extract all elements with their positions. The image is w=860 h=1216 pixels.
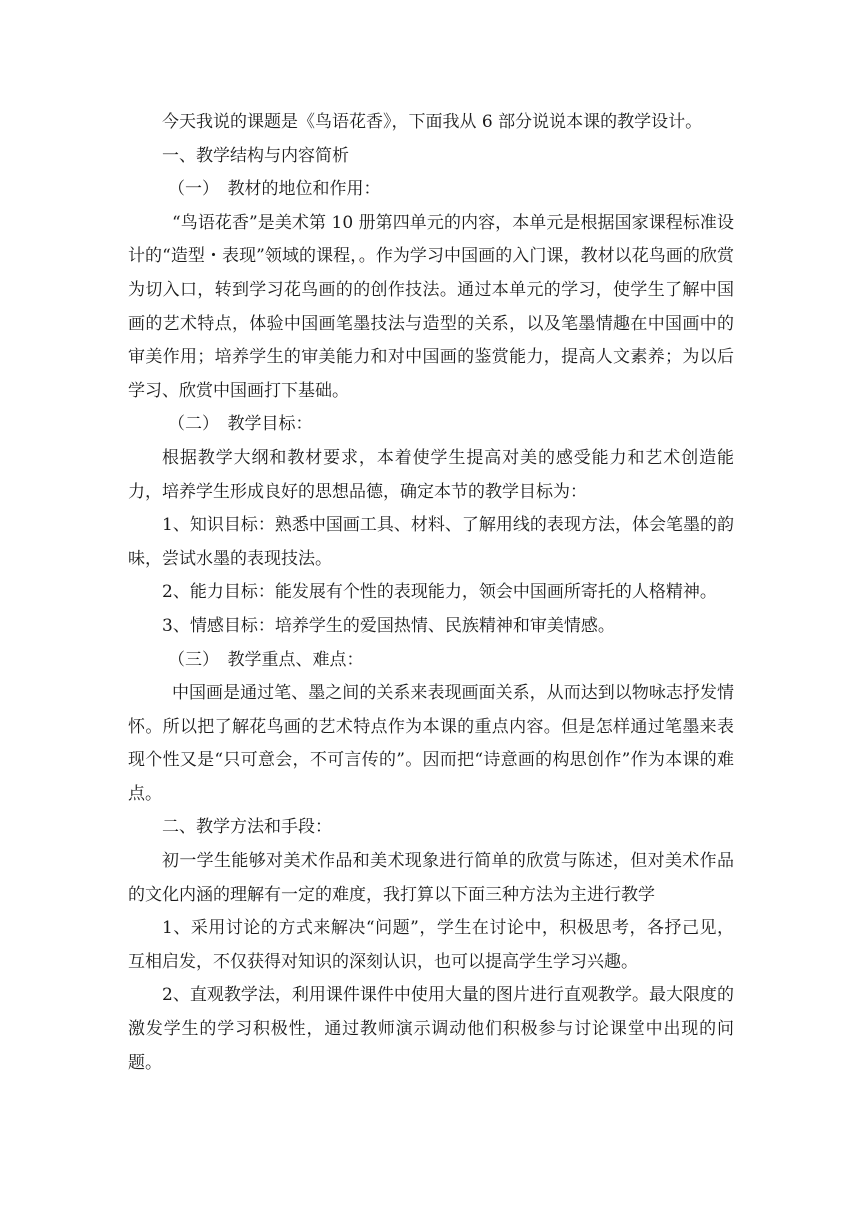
section-heading-methods: 二、教学方法和手段： — [162, 817, 332, 838]
list-item-visual-method: 2、直观教学法，利用课件课件中使用大量的图片进行直观教学。最大限度的激发学生的学习积极性，通过教师演示调动他们积极参与讨论课堂中出现的问题。 — [128, 985, 734, 1073]
list-item-discussion-method: 1、采用讨论的方式来解决“问题”，学生在讨论中，积极思考，各抒己见，互相启发，不仅获得对知识的深刻认识，也可以提高学生学习兴趣。 — [128, 918, 734, 972]
section-heading-structure: 一、教学结构与内容简析 — [162, 145, 349, 166]
subsection-heading-role: （一） 教材的地位和作用： — [168, 179, 381, 200]
subsection-heading-goals: （二） 教学目标： — [168, 414, 313, 435]
list-item-knowledge-goal: 1、知识目标：熟悉中国画工具、材料、了解用线的表现方法，体会笔墨的韵味，尝试水墨的表现技法。 — [128, 515, 734, 569]
subsection-heading-key-points: （三） 教学重点、难点： — [168, 649, 364, 670]
document-body — [128, 106, 734, 1080]
intro-paragraph: 今天我说的课题是《鸟语花香》，下面我从 6 部分说说本课的教学设计。 — [162, 112, 703, 132]
paragraph-material-role: “鸟语花香”是美术第 10 册第四单元的内容，本单元是根据国家课程标准设计的“造型・表现”领域的课程，。作为学习中国画的入门课，教材以花鸟画的欣赏为切入口，转到学习花鸟画的的创作技法。通过本单元的学习，使学生了解中国画的艺术特点，体验中国画笔墨技法与造型的关系，以及笔墨情趣在中国画中的审美作用；培养学生的审美能力和对中国画的鉴赏能力，提高人文素养；为以后学习、欣赏中国画打下基础。 — [128, 212, 734, 401]
paragraph-goals-intro: 根据教学大纲和教材要求，本着使学生提高对美的感受能力和艺术创造能力，培养学生形成良好的思想品德，确定本节的教学目标为： — [128, 447, 734, 502]
list-item-emotion-goal: 3、情感目标：培养学生的爱国热情、民族精神和审美情感。 — [162, 615, 615, 636]
paragraph-methods-intro: 初一学生能够对美术作品和美术现象进行简单的欣赏与陈述，但对美术作品的文化内涵的理解有一定的难度，我打算以下面三种方法为主进行教学 — [128, 851, 734, 905]
paragraph-key-points: 中国画是通过笔、墨之间的关系来表现画面关系，从而达到以物咏志抒发情怀。所以把了解花鸟画的艺术特点作为本课的重点内容。但是怎样通过笔墨来表现个性又是“只可意会，不可言传的”。因而把“诗意画的构思创作”作为本课的难点。 — [128, 683, 734, 804]
list-item-ability-goal: 2、能力目标：能发展有个性的表现能力，领会中国画所寄托的人格精神。 — [162, 582, 717, 603]
